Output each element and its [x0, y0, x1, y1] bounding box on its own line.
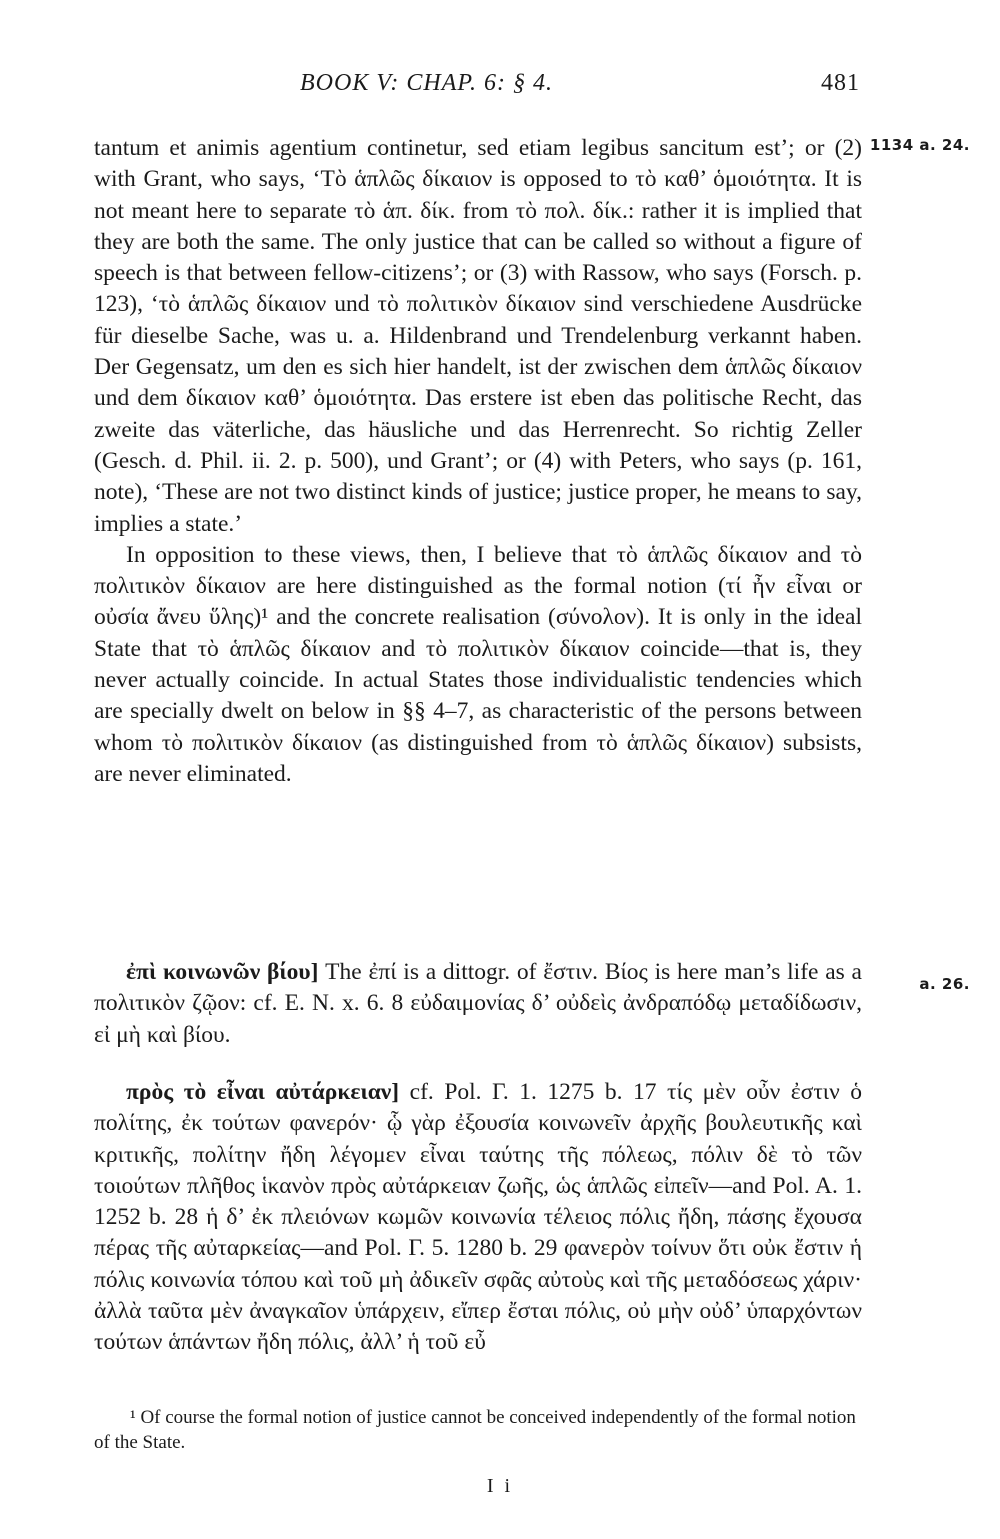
paragraph-opposition: In opposition to these views, then, I believe that τὸ ἁπλῶς δίκαιον and τὸ πολιτικὸν δίκαιον are here distinguished as the formal notion (τί ἦν εἶναι or οὐσία ἄνευ ὕλης)¹ and the concrete realisation (σύνολον). It is only in the ideal State that τὸ ἁπλῶς δίκαιον and τὸ πολιτικὸν δίκαιον coincide—that is, they never actually coincide. In actual States those individualistic tendencies which are specially dwelt on below in §§ 4–7, as characteristic of the persons between whom τὸ πολιτικὸν δίκαιον (as distinguished from τὸ ἁπλῶς δίκαιον) subsists, are never eliminated. [94, 541, 862, 787]
page-number: 481 [821, 70, 860, 96]
commentary-block-1 [94, 133, 862, 790]
note-body: The ἐπί is a dittogr. of ἔστιν. Βίος is here man’s life as a πολιτικὸν ζῷον: cf. E. N. x. 6. 8 εὐδαιμονίας δ’ οὐδεὶς ἀνδραπόδῳ μεταδίδωσιν, εἰ μὴ καὶ βίου. [94, 959, 862, 1048]
margin-reference-1134a24: 1134 a. 24. [869, 136, 970, 154]
signature-mark: I i [486, 1475, 514, 1497]
footnotes [94, 1405, 874, 1455]
margin-reference-a26: a. 26. [919, 975, 970, 993]
note-lemma: πρὸς τὸ εἶναι αὐτάρκειαν] [126, 1079, 400, 1105]
running-head [300, 70, 860, 97]
note-lemma: ἐπὶ κοινωνῶν βίου] [126, 959, 319, 985]
note-body: cf. Pol. Γ. 1. 1275 b. 17 τίς μὲν οὖν ἐστιν ὁ πολίτης, ἐκ τούτων φανερόν· ᾧ γὰρ ἐξουσία κοινωνεῖν ἀρχῆς βουλευτικῆς καὶ κριτικῆς, πολίτην ἤδη λέγομεν εἶναι ταύτης τῆς πόλεως, πόλιν δὲ τὸ τῶν τοιούτων πλῆθος ἱκανὸν πρὸς αὐτάρκειαν ζωῆς, ὡς ἁπλῶς εἰπεῖν—and Pol. A. 1. 1252 b. 28 ἡ δ’ ἐκ πλειόνων κωμῶν κοινωνία τέλειος πόλις ἤδη, πάσης ἔχουσα πέρας τῆς αὐταρκείας—and Pol. Γ. 5. 1280 b. 29 φανερὸν τοίνυν ὅτι οὐκ ἔστιν ἡ πόλις κοινωνία τόπου καὶ τοῦ μὴ ἀδικεῖν σφᾶς αὐτοὺς καὶ τῆς μεταδόσεως χάριν· ἀλλὰ ταῦτα μὲν ἀναγκαῖον ὑπάρχειν, εἴπερ ἔσται πόλις, οὐ μὴν οὐδ’ ὑπαρχόντων τούτων ἁπάντων ἤδη πόλις, ἀλλ’ ἡ τοῦ εὖ [94, 1079, 862, 1356]
paragraph-views: tantum et animis agentium continetur, sed etiam legibus sancitum est’; or (2) with Grant, who says, ‘Τὸ ἁπλῶς δίκαιον is opposed to τὸ καθ’ ὁμοιότητα. It is not meant here to separate τὸ ἁπ. δίκ. from τὸ πολ. δίκ.: rather it is implied that they are both the same. The only justice that can be called so without a figure of speech is that between fellow-citizens’; or (3) with Rassow, who says (Forsch. p. 123), ‘τὸ ἁπλῶς δίκαιον und τὸ πολιτικὸν δίκαιον sind verschiedene Ausdrücke für dieselbe Sache, was u. a. Hildenbrand und Trendelenburg verkannt haben. Der Gegensatz, um den es sich hier handelt, ist der zwischen dem ἁπλῶς δίκαιον und dem δίκαιον καθ’ ὁμοιότητα. Das erstere ist eben das politische Recht, das zweite das väterliche, das häusliche und das Herrenrecht. So richtig Zeller (Gesch. d. Phil. ii. 2. p. 500), und Grant’; or (4) with Peters, who says (p. 161, note), ‘These are not two distinct kinds of justice; justice proper, he means to say, implies a state.’ [94, 135, 862, 537]
note-pros-to-einai-autarkeian [94, 1077, 862, 1359]
note-epi-koinonon-biou [94, 957, 862, 1051]
footnote-1: ¹ Of course the formal notion of justice cannot be conceived independently of the formal notion of the State. [94, 1407, 856, 1453]
running-head-title: BOOK V: CHAP. 6: § 4. [300, 70, 553, 96]
